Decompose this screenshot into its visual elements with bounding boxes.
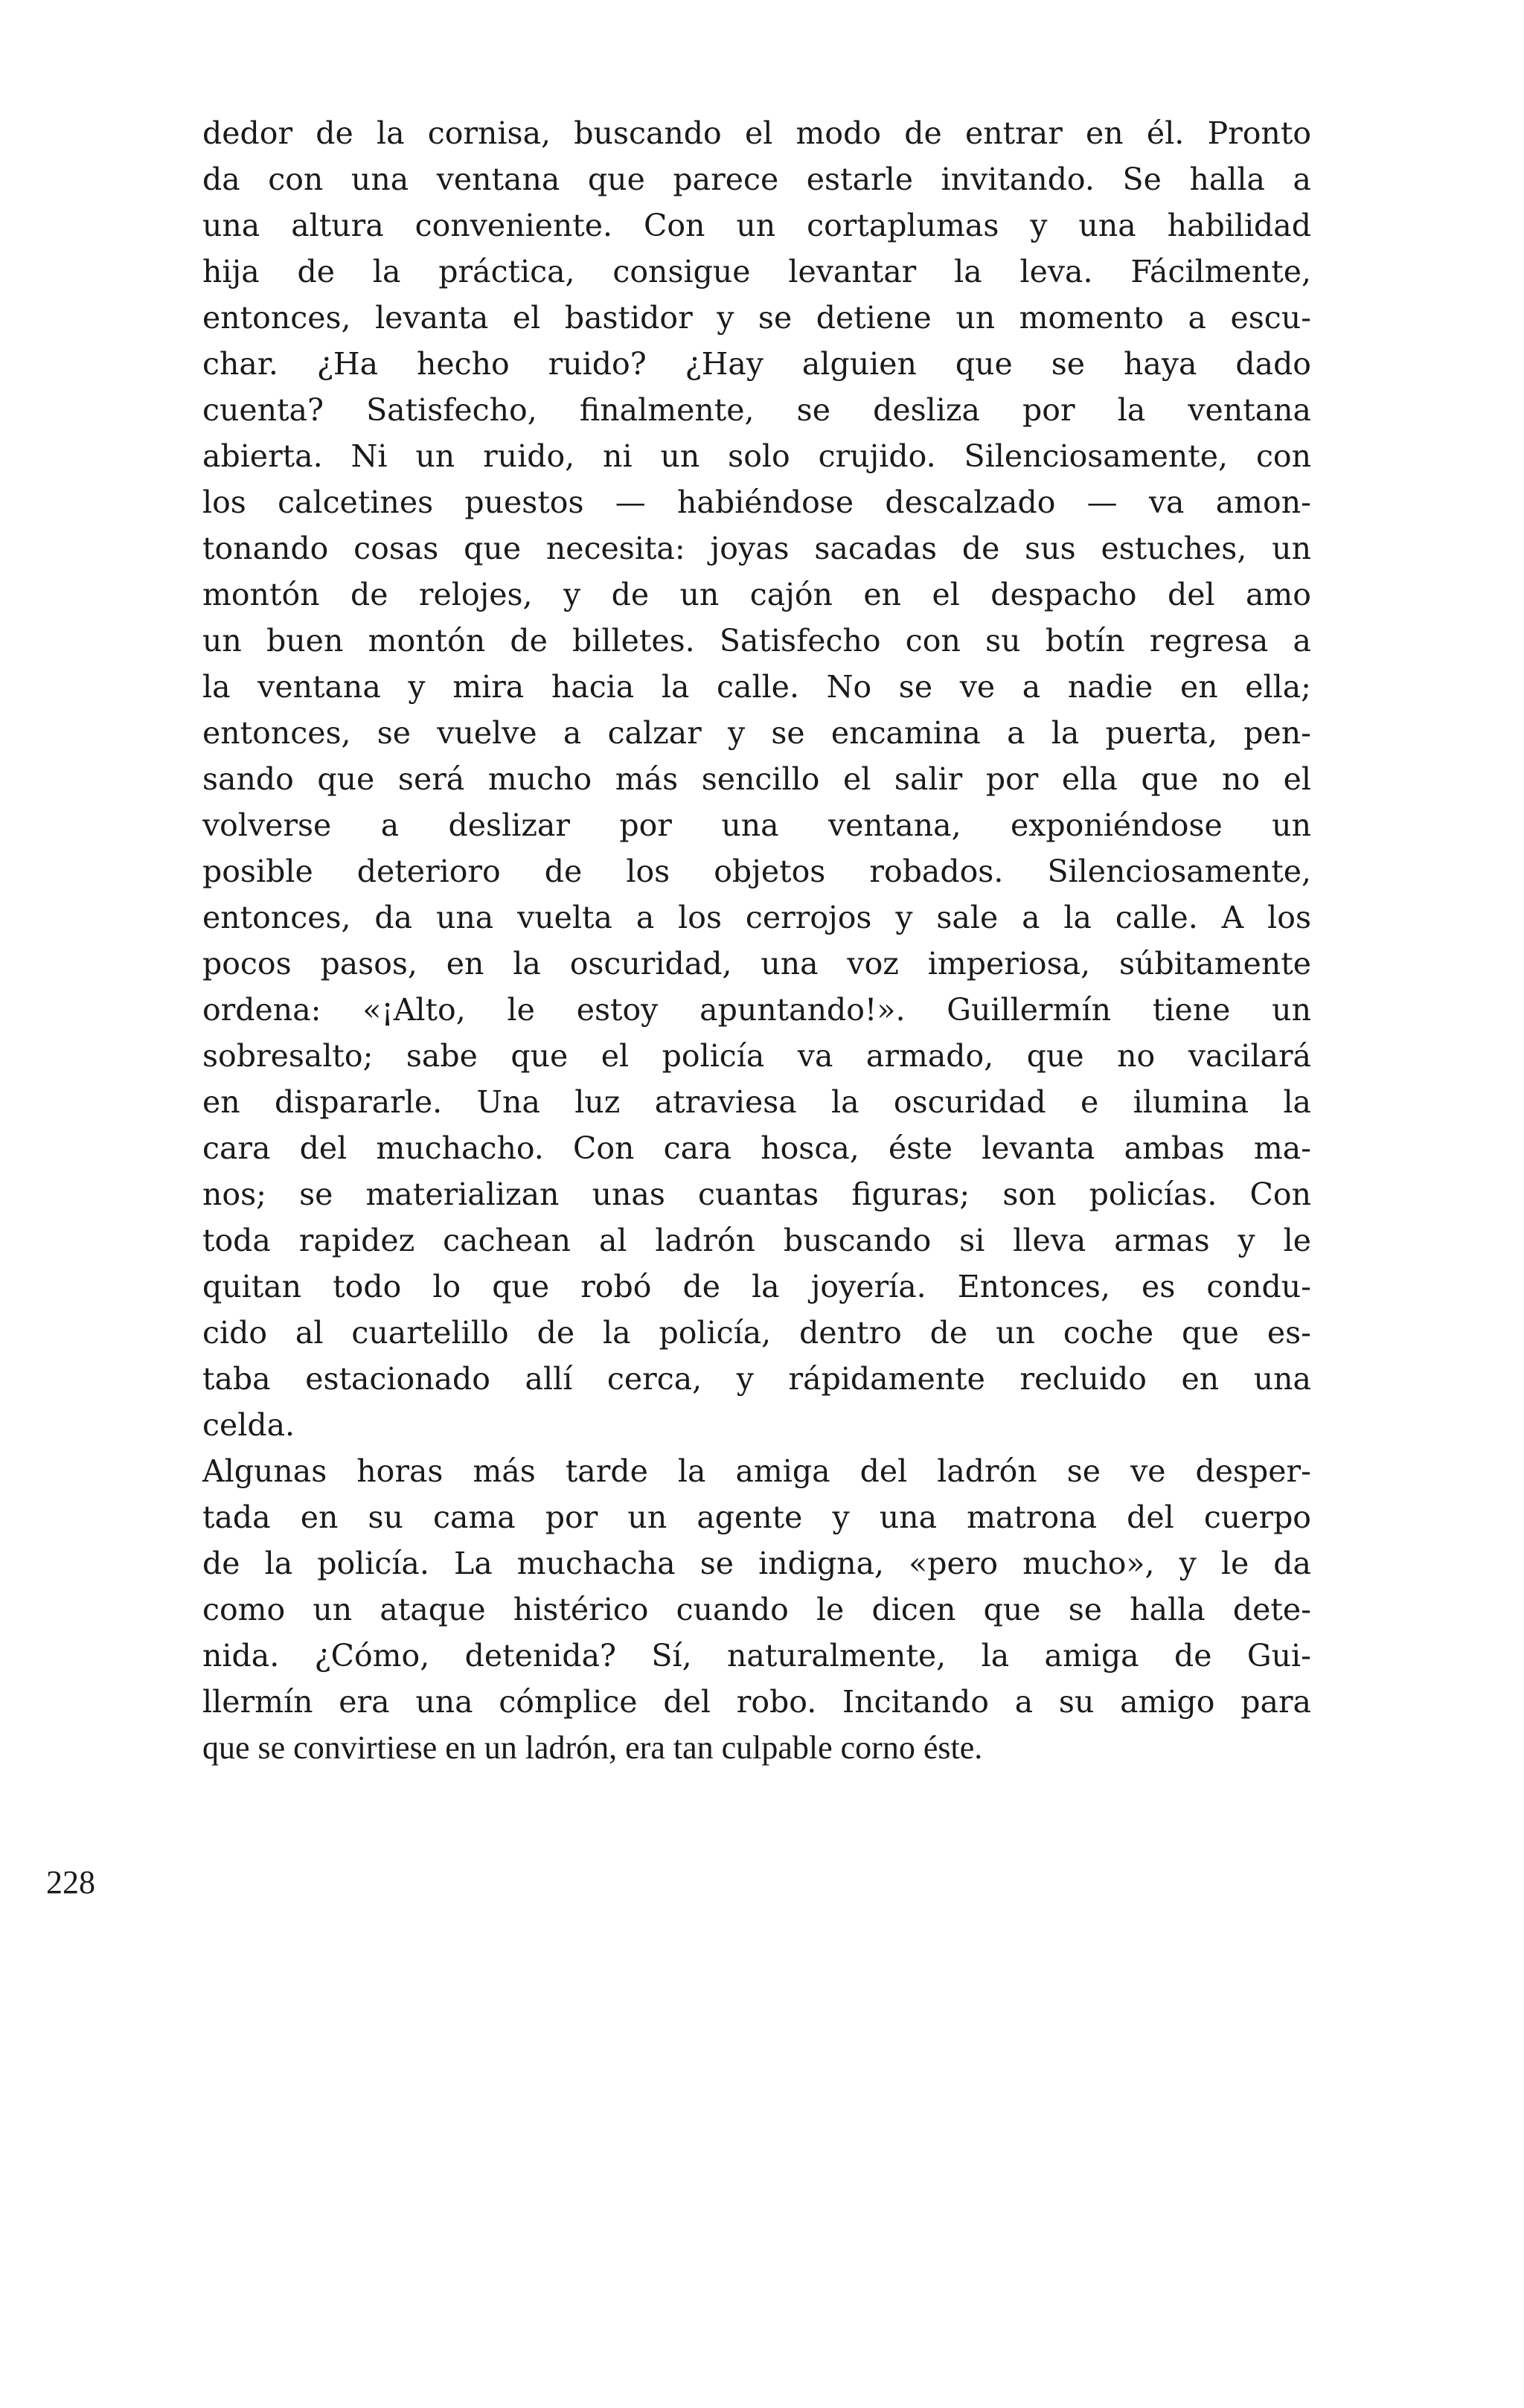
text-line: un buen montón de billetes. Satisfecho con su botín regresa a <box>202 623 1311 659</box>
paragraph <box>202 110 1311 1448</box>
text-line: la ventana y mira hacia la calle. No se ve a nadie en ella; <box>202 669 1311 705</box>
text-line: los calcetines puestos — habiéndose descalzado — va amon- <box>202 484 1311 520</box>
text-line: tada en su cama por un agente y una matrona del cuerpo <box>202 1499 1311 1535</box>
text-line: en dispararle. Una luz atraviesa la oscuridad e ilumina la <box>202 1084 1311 1120</box>
text-line: nida. ¿Cómo, detenida? Sí, naturalmente, la amiga de Gui- <box>202 1638 1311 1674</box>
text-line: hija de la práctica, consigue levantar la leva. Fácilmente, <box>202 254 1311 289</box>
text-line: taba estacionado allí cerca, y rápidamente recluido en una <box>202 1361 1311 1397</box>
text-line: Algunas horas más tarde la amiga del ladrón se ve desper- <box>202 1453 1311 1489</box>
text-line: como un ataque histérico cuando le dicen que se halla dete- <box>202 1592 1311 1627</box>
text-line: celda. <box>202 1407 295 1443</box>
text-line: nos; se materializan unas cuantas figuras; son policías. Con <box>202 1176 1311 1212</box>
text-line: quitan todo lo que robó de la joyería. Entonces, es condu- <box>202 1269 1311 1304</box>
text-line: llermín era una cómplice del robo. Incitando a su amigo para <box>202 1684 1311 1720</box>
text-line: entonces, da una vuelta a los cerrojos y sale a la calle. A los <box>202 900 1311 935</box>
text-line: da con una ventana que parece estarle invitando. Se halla a <box>202 161 1311 197</box>
text-line: volverse a deslizar por una ventana, exponiéndose un <box>202 807 1311 843</box>
text-line: posible deterioro de los objetos robados. Silenciosamente, <box>202 854 1311 889</box>
body-text <box>202 110 1311 1771</box>
text-line: cido al cuartelillo de la policía, dentro de un coche que es- <box>202 1315 1311 1351</box>
text-line: tonando cosas que necesita: joyas sacadas de sus estuches, un <box>202 531 1311 566</box>
text-line: montón de relojes, y de un cajón en el despacho del amo <box>202 577 1311 612</box>
page-number: 228 <box>46 1864 95 1901</box>
text-line: cuenta? Satisfecho, finalmente, se desliza por la ventana <box>202 392 1311 428</box>
text-line: de la policía. La muchacha se indigna, «pero mucho», y le da <box>202 1546 1311 1581</box>
text-line: dedor de la cornisa, buscando el modo de entrar en él. Pronto <box>202 115 1311 151</box>
text-line: entonces, levanta el bastidor y se detiene un momento a escu- <box>202 300 1311 336</box>
text-line: pocos pasos, en la oscuridad, una voz imperiosa, súbitamente <box>202 946 1311 982</box>
text-line: sobresalto; sabe que el policía va armado, que no vacilará <box>202 1038 1311 1074</box>
text-line: ordena: «¡Alto, le estoy apuntando!». Guillermín tiene un <box>202 992 1311 1028</box>
text-line: abierta. Ni un ruido, ni un solo crujido. Silenciosamente, con <box>202 438 1311 474</box>
text-line: char. ¿Ha hecho ruido? ¿Hay alguien que se haya dado <box>202 346 1311 382</box>
text-line: entonces, se vuelve a calzar y se encamina a la puerta, pen- <box>202 715 1311 751</box>
text-line: sando que será mucho más sencillo el salir por ella que no el <box>202 761 1311 797</box>
text-line: una altura conveniente. Con un cortaplumas y una habilidad <box>202 208 1311 243</box>
paragraph <box>202 1448 1311 1771</box>
text-line: que se convirtiese en un ladrón, era tan culpable corno éste. <box>202 1729 983 1766</box>
text-line: toda rapidez cachean al ladrón buscando si lleva armas y le <box>202 1223 1311 1258</box>
text-line: cara del muchacho. Con cara hosca, éste levanta ambas ma- <box>202 1130 1311 1166</box>
